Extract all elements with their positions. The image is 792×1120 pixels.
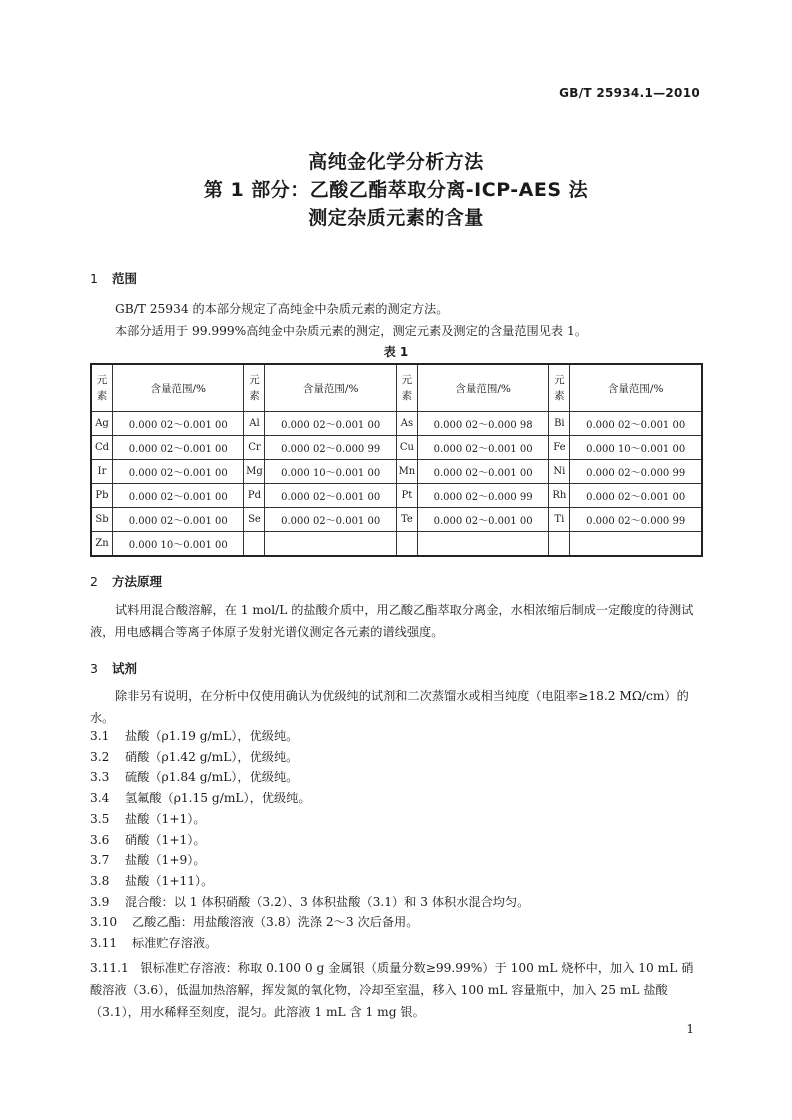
- content-range-cell: 0.000 02～0.001 00: [265, 412, 396, 436]
- element-symbol-cell: Zn: [91, 532, 113, 557]
- content-range-cell: 0.000 02～0.000 99: [417, 484, 548, 508]
- element-symbol-cell: Fe: [549, 436, 570, 460]
- element-symbol-cell: Pt: [396, 484, 417, 508]
- content-range-cell: 0.000 10～0.001 00: [570, 436, 702, 460]
- content-range-cell: 0.000 10～0.001 00: [113, 532, 244, 557]
- reagent-item: [90, 850, 206, 870]
- content-range-cell: 0.000 02～0.000 99: [570, 508, 702, 532]
- reagent-number: 3.11.1: [90, 961, 129, 975]
- header-range: 含量范围/%: [570, 364, 702, 412]
- header-element: 元 素: [396, 364, 417, 412]
- table-row: [91, 436, 702, 460]
- section-3-title: 试剂: [112, 661, 138, 676]
- standard-code: GB/T 25934.1—2010: [559, 86, 700, 100]
- element-symbol-cell: Pb: [91, 484, 113, 508]
- element-symbol-cell: As: [396, 412, 417, 436]
- section-3-heading: [90, 659, 137, 677]
- reagent-number: 3.9: [90, 894, 110, 909]
- page-number: 1: [686, 1022, 694, 1036]
- table-row: [91, 532, 702, 557]
- element-symbol-cell: Ti: [549, 508, 570, 532]
- content-range-cell: 0.000 02～0.001 00: [265, 484, 396, 508]
- header-element: 元 素: [244, 364, 265, 412]
- reagent-number: 3.6: [90, 832, 110, 847]
- element-symbol-cell: Cr: [244, 436, 265, 460]
- content-range-cell: 0.000 02～0.001 00: [113, 508, 244, 532]
- reagent-text: 硝酸（1+1）。: [125, 832, 206, 847]
- reagent-number: 3.2: [90, 749, 110, 764]
- element-symbol-cell: Sb: [91, 508, 113, 532]
- document-title: [0, 148, 792, 232]
- reagent-text: 标准贮存溶液。: [132, 936, 218, 950]
- title-line-3: 测定杂质元素的含量: [308, 207, 484, 229]
- reagent-text: 氢氟酸（ρ1.15 g/mL），优级纯。: [125, 791, 311, 806]
- reagent-number: 3.11: [90, 936, 118, 950]
- content-range-cell: 0.000 02～0.001 00: [417, 508, 548, 532]
- reagent-number: 3.8: [90, 873, 110, 888]
- reagent-item: [90, 809, 206, 829]
- reagent-text: 盐酸（ρ1.19 g/mL），优级纯。: [125, 729, 299, 743]
- reagent-number: 3.3: [90, 770, 110, 785]
- table-row: [91, 484, 702, 508]
- content-range-cell: 0.000 10～0.001 00: [265, 460, 396, 484]
- element-symbol-cell: Cu: [396, 436, 417, 460]
- section-1-number: 1: [90, 271, 98, 286]
- content-range-cell: 0.000 02～0.000 98: [417, 412, 548, 436]
- element-symbol-cell: Mg: [244, 460, 265, 484]
- reagent-number: 3.7: [90, 853, 110, 868]
- reagent-text: 盐酸（1+11）。: [125, 873, 214, 888]
- section-1-para-1: GB/T 25934 的本部分规定了高纯金中杂质元素的测定方法。: [115, 302, 449, 316]
- reagent-text: 盐酸（1+9）。: [125, 853, 206, 868]
- element-symbol-cell: Pd: [244, 484, 265, 508]
- content-range-cell: [570, 532, 702, 557]
- reagent-number: 3.1: [90, 729, 110, 743]
- content-range-cell: 0.000 02～0.001 00: [113, 436, 244, 460]
- table-header-row: [91, 364, 702, 412]
- content-range-cell: 0.000 02～0.001 00: [113, 412, 244, 436]
- content-range-cell: [265, 532, 396, 557]
- element-symbol-cell: Ni: [549, 460, 570, 484]
- table-row: [91, 460, 702, 484]
- element-symbol-cell: Cd: [91, 436, 113, 460]
- content-range-cell: 0.000 02～0.001 00: [113, 484, 244, 508]
- title-line-2: 第 1 部分：乙酸乙酯萃取分离-ICP-AES 法: [203, 179, 589, 201]
- element-symbol-cell: [396, 532, 417, 557]
- section-1-para-2: 本部分适用于 99.999%高纯金中杂质元素的测定，测定元素及测定的含量范围见表 1。: [115, 324, 587, 338]
- reagent-item: [90, 892, 529, 912]
- section-1-heading: [90, 269, 137, 287]
- reagent-text: 硝酸（ρ1.42 g/mL），优级纯。: [125, 749, 299, 764]
- element-symbol-cell: [244, 532, 265, 557]
- header-range: 含量范围/%: [417, 364, 548, 412]
- content-range-cell: 0.000 02～0.001 00: [570, 412, 702, 436]
- section-2-number: 2: [90, 574, 98, 589]
- table-1-caption: 表 1: [383, 345, 409, 359]
- reagent-item: [90, 871, 213, 891]
- element-symbol-cell: Te: [396, 508, 417, 532]
- content-range-cell: 0.000 02～0.001 00: [265, 508, 396, 532]
- section-3-para-1: 除非另有说明，在分析中仅使用确认为优级纯的试剂和二次蒸馏水或相当纯度（电阻率≥18.2 MΩ/cm）的水。: [90, 689, 689, 725]
- reagent-number: 3.10: [90, 915, 118, 930]
- section-2-para-1: 试料用混合酸溶解，在 1 mol/L 的盐酸介质中，用乙酸乙酯萃取分离金，水相浓缩后制成一定酸度的待测试液，用电感耦合等离子体原子发射光谱仪测定各元素的谱线强度。: [90, 603, 694, 639]
- element-range-table: [90, 363, 703, 557]
- reagent-item: [90, 912, 418, 932]
- element-symbol-cell: Rh: [549, 484, 570, 508]
- reagent-number: 3.5: [90, 811, 110, 826]
- reagent-text: 混合酸：以 1 体积硝酸（3.2）、3 体积盐酸（3.1）和 3 体积水混合均匀。: [125, 894, 530, 909]
- element-symbol-cell: Bi: [549, 412, 570, 436]
- section-3-number: 3: [90, 661, 98, 676]
- element-symbol-cell: Mn: [396, 460, 417, 484]
- reagent-text: 银标准贮存溶液：称取 0.100 0 g 金属银（质量分数≥99.99%）于 100 mL 烧杯中，加入 10 mL 硝酸溶液（3.6），低温加热溶解，挥发氮的氧化物，冷却至室温，移入 100 mL 容量瓶中，加入 25 mL 盐酸（3.1），用水稀释至刻度，混匀。此溶液 1 mL 含 1 mg 银。: [90, 961, 694, 1019]
- title-line-1: 高纯金化学分析方法: [308, 151, 484, 173]
- reagent-number: 3.4: [90, 791, 110, 806]
- header-range: 含量范围/%: [265, 364, 396, 412]
- reagent-item: [90, 788, 311, 808]
- section-2-heading: [90, 572, 162, 590]
- content-range-cell: 0.000 02～0.001 00: [113, 460, 244, 484]
- header-element: 元 素: [91, 364, 113, 412]
- reagent-item: [90, 933, 217, 953]
- content-range-cell: 0.000 02～0.001 00: [417, 436, 548, 460]
- reagent-item: [90, 747, 298, 767]
- reagent-item: [90, 830, 206, 850]
- reagent-text: 乙酸乙酯：用盐酸溶液（3.8）洗涤 2～3 次后备用。: [132, 915, 419, 930]
- content-range-cell: 0.000 02～0.001 00: [417, 460, 548, 484]
- element-symbol-cell: [549, 532, 570, 557]
- table-row: [91, 508, 702, 532]
- element-symbol-cell: Ag: [91, 412, 113, 436]
- content-range-cell: 0.000 02～0.000 99: [265, 436, 396, 460]
- table-row: [91, 412, 702, 436]
- section-2-title: 方法原理: [112, 574, 163, 589]
- content-range-cell: 0.000 02～0.000 99: [570, 460, 702, 484]
- reagent-item: [90, 767, 298, 787]
- header-range: 含量范围/%: [113, 364, 244, 412]
- section-1-title: 范围: [112, 271, 138, 286]
- content-range-cell: 0.000 02～0.001 00: [570, 484, 702, 508]
- reagent-text: 硫酸（ρ1.84 g/mL），优级纯。: [125, 770, 299, 785]
- content-range-cell: [417, 532, 548, 557]
- reagent-item: [90, 726, 298, 746]
- element-symbol-cell: Se: [244, 508, 265, 532]
- element-symbol-cell: Al: [244, 412, 265, 436]
- header-element: 元 素: [549, 364, 570, 412]
- reagent-text: 盐酸（1+1）。: [125, 811, 206, 826]
- reagent-3-11-1: [90, 957, 702, 1023]
- element-symbol-cell: Ir: [91, 460, 113, 484]
